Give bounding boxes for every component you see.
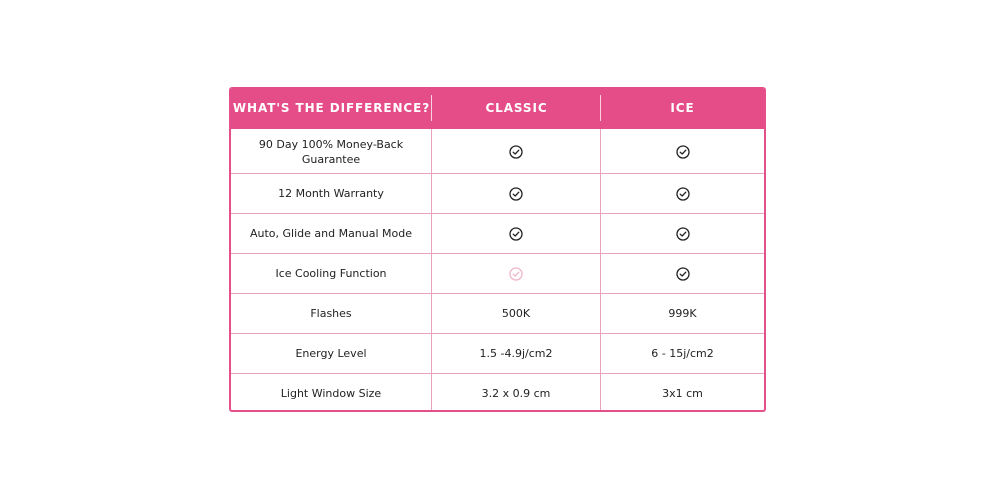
- ice-value: [601, 254, 764, 293]
- classic-value: 500K: [432, 294, 601, 333]
- ice-value: [601, 214, 764, 253]
- header-classic: CLASSIC: [432, 87, 601, 129]
- classic-value: [432, 129, 601, 173]
- ice-value: 3x1 cm: [662, 387, 703, 400]
- classic-value: [432, 254, 601, 293]
- feature-label: Ice Cooling Function: [231, 254, 432, 293]
- header-ice: ICE: [670, 101, 695, 115]
- feature-label: Auto, Glide and Manual Mode: [231, 214, 432, 253]
- classic-value: [432, 174, 601, 213]
- table-row: [231, 173, 764, 213]
- classic-value: 1.5 -4.9j/cm2: [432, 334, 601, 373]
- table-header: [231, 87, 764, 129]
- table-row: [231, 253, 764, 293]
- feature-label: Light Window Size: [231, 374, 432, 412]
- feature-label: 90 Day 100% Money-Back Guarantee: [231, 129, 432, 173]
- classic-value: [432, 214, 601, 253]
- table-row: [231, 333, 764, 373]
- table-row: [231, 293, 764, 333]
- ice-value: [601, 129, 764, 173]
- classic-value: 3.2 x 0.9 cm: [432, 374, 601, 412]
- feature-label: Flashes: [231, 294, 432, 333]
- feature-label: Energy Level: [231, 334, 432, 373]
- check-circle-icon: [676, 145, 690, 159]
- comparison-table: [229, 87, 766, 412]
- table-row: [231, 129, 764, 173]
- check-circle-icon: [676, 227, 690, 241]
- table-body: [231, 129, 764, 412]
- check-circle-icon: [509, 227, 523, 241]
- check-circle-icon: [676, 187, 690, 201]
- ice-value: [601, 174, 764, 213]
- check-circle-icon: [509, 145, 523, 159]
- check-circle-icon: [676, 267, 690, 281]
- table-row: [231, 213, 764, 253]
- ice-value: 999K: [668, 307, 697, 320]
- header-feature: WHAT'S THE DIFFERENCE?: [231, 87, 432, 129]
- check-circle-faded-icon: [509, 267, 523, 281]
- check-circle-icon: [509, 187, 523, 201]
- table-row: [231, 373, 764, 412]
- feature-label: 12 Month Warranty: [231, 174, 432, 213]
- ice-value: 6 - 15j/cm2: [651, 347, 714, 360]
